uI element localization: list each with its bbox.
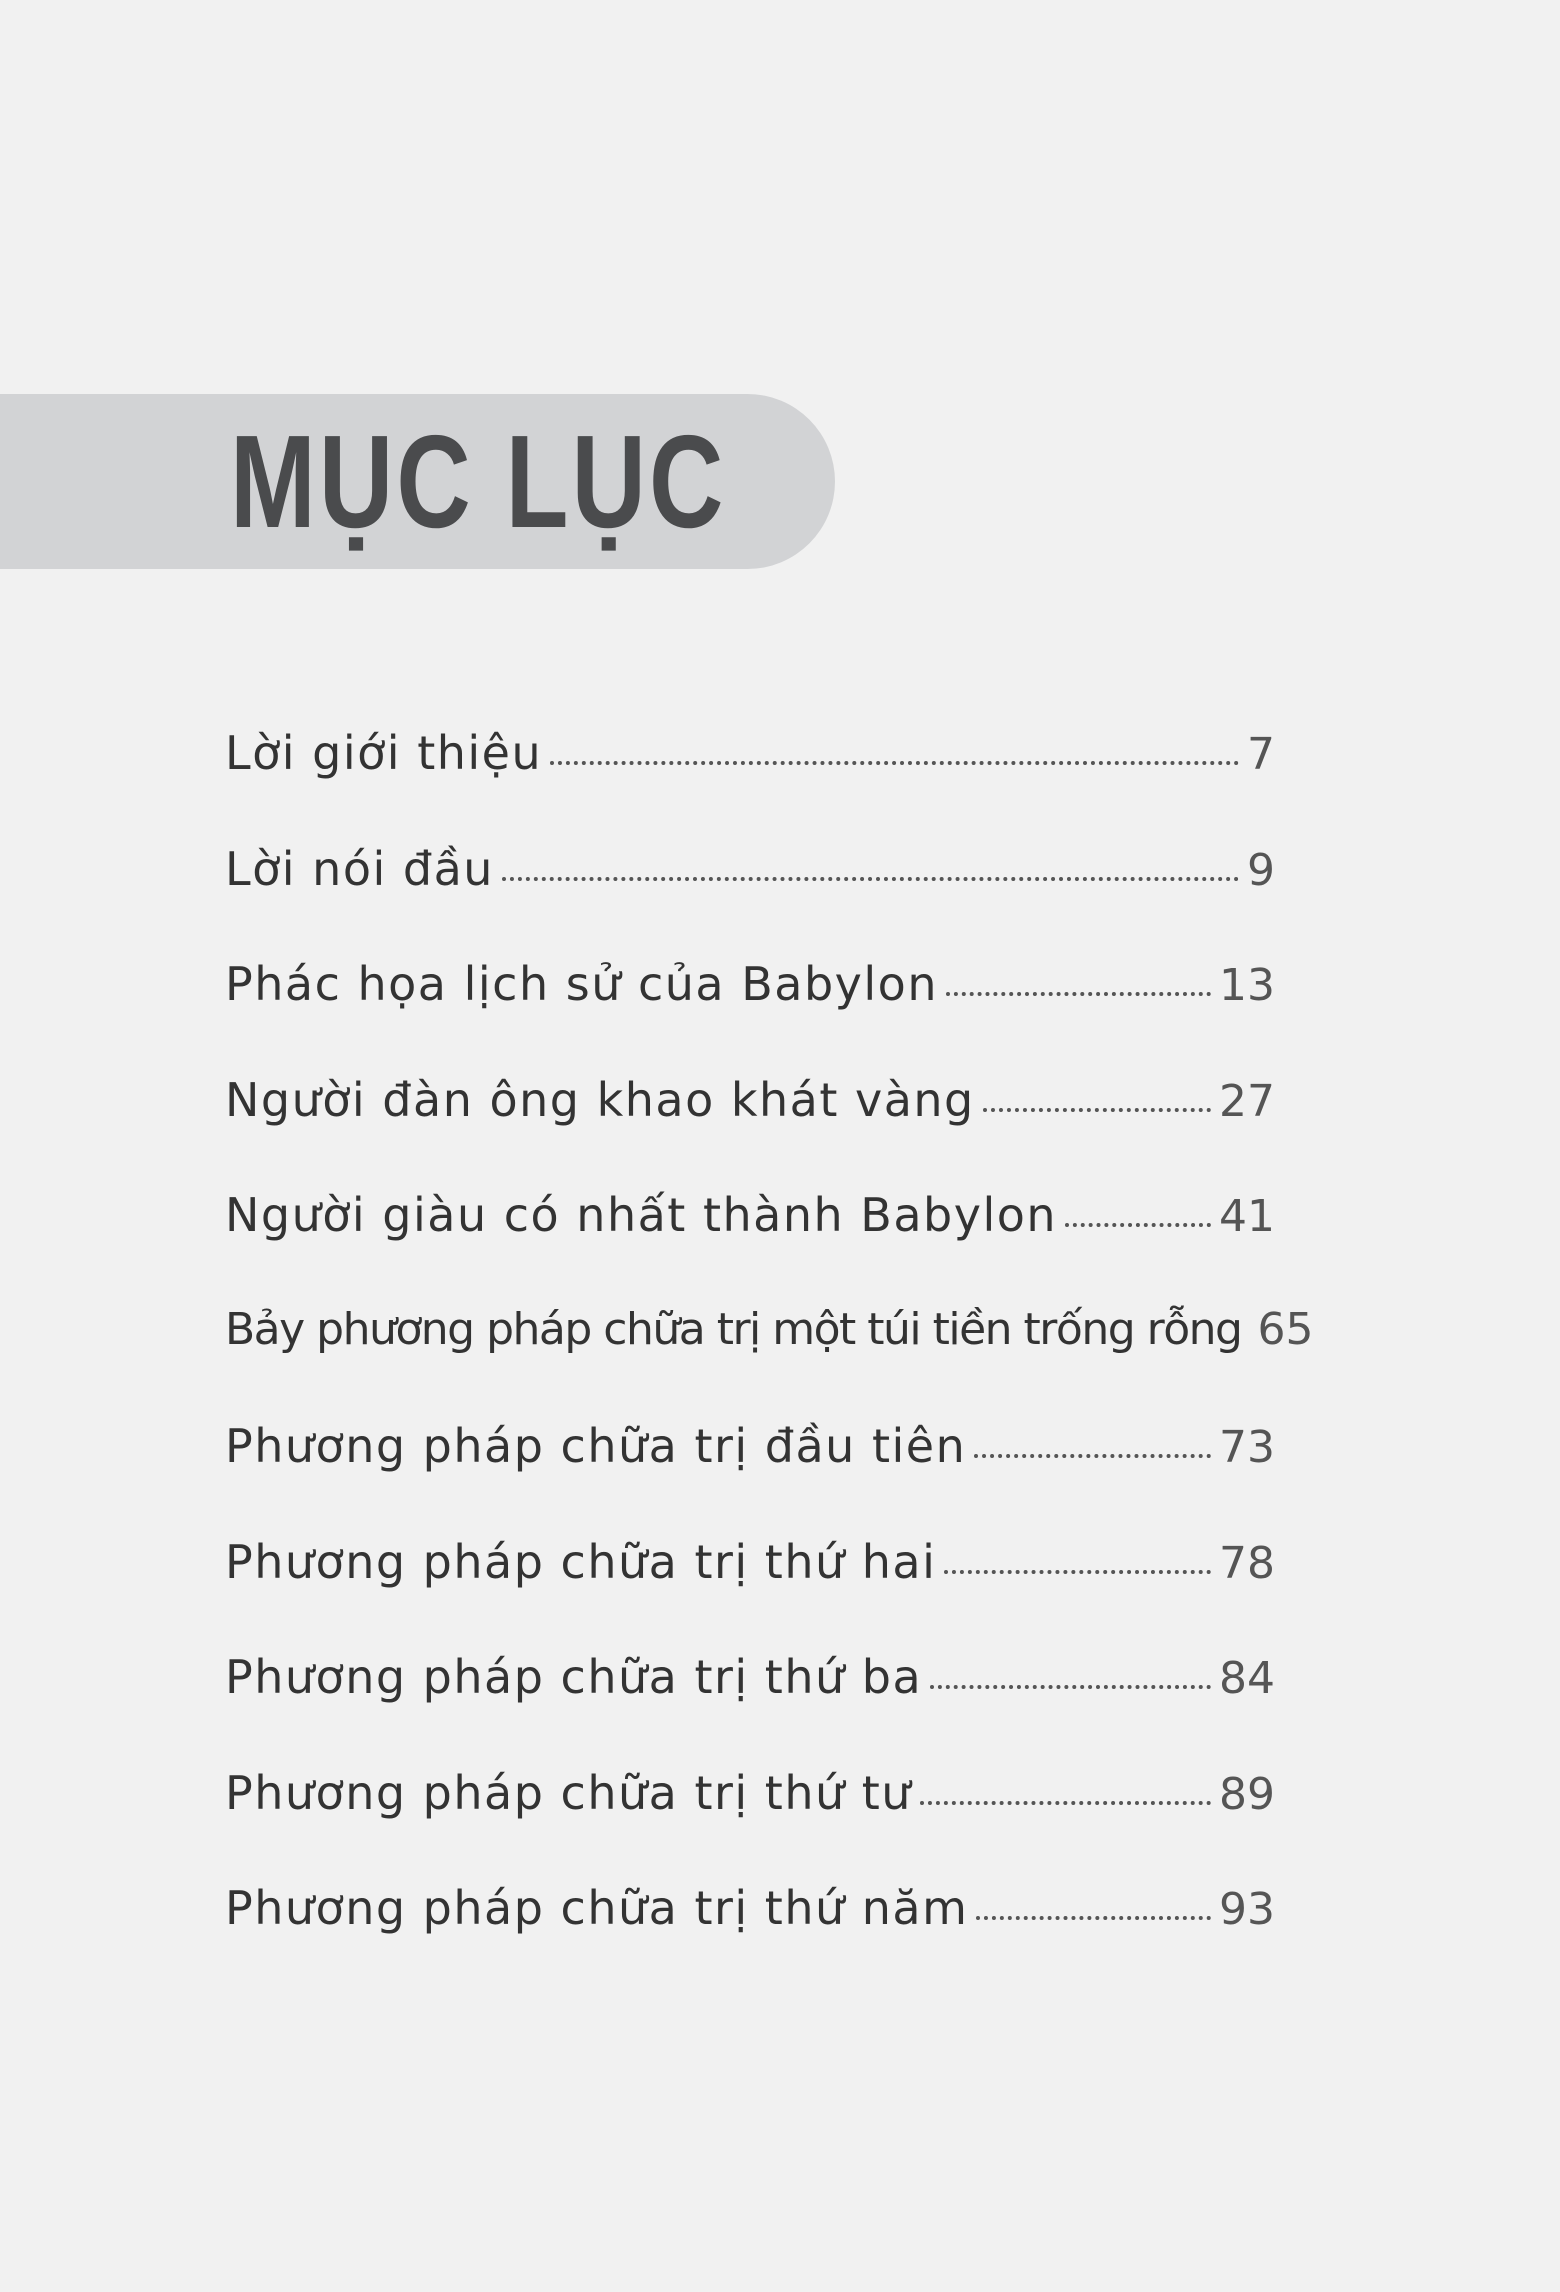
toc-entry-page: 73 xyxy=(1219,1422,1275,1473)
toc-entry[interactable] xyxy=(225,1303,1314,1420)
toc-entry[interactable] xyxy=(225,957,1275,1073)
toc-entry-page: 93 xyxy=(1219,1884,1275,1935)
toc-entry-label: Người giàu có nhất thành Babylon xyxy=(225,1188,1058,1242)
toc-entry-label: Phương pháp chữa trị thứ tư xyxy=(225,1765,912,1820)
toc-entry-label: Phương pháp chữa trị thứ hai xyxy=(225,1534,937,1589)
toc-entry-page: 84 xyxy=(1219,1653,1275,1704)
toc-dot-leader xyxy=(983,1108,1211,1112)
toc-entry-page: 65 xyxy=(1257,1303,1314,1355)
toc-dot-leader xyxy=(976,1916,1211,1920)
toc-entry-page: 41 xyxy=(1219,1191,1275,1242)
toc-dot-leader xyxy=(944,1570,1211,1574)
toc-entry-page: 9 xyxy=(1247,844,1275,896)
toc-entry[interactable] xyxy=(225,1419,1275,1535)
toc-entry-label: Phương pháp chữa trị đầu tiên xyxy=(225,1419,967,1473)
toc-entry-label: Lời nói đầu xyxy=(225,841,494,896)
toc-entry-label: Phác họa lịch sử của Babylon xyxy=(225,957,938,1011)
toc-entry-label: Bảy phương pháp chữa trị một túi tiền trống rỗng xyxy=(225,1303,1242,1355)
toc-entry-page: 13 xyxy=(1219,960,1275,1011)
toc-dot-leader xyxy=(550,761,1239,765)
toc-entry[interactable] xyxy=(225,1073,1275,1189)
toc-entry[interactable] xyxy=(225,1650,1275,1766)
toc-entry[interactable] xyxy=(225,842,1275,958)
toc-entry[interactable] xyxy=(225,726,1275,842)
toc-entry-page: 89 xyxy=(1219,1768,1275,1820)
toc-dot-leader xyxy=(946,992,1211,996)
page-title: MỤC LỤC xyxy=(230,408,727,555)
toc-entry[interactable] xyxy=(225,1188,1275,1304)
toc-entry[interactable] xyxy=(225,1766,1275,1882)
toc-entry-page: 78 xyxy=(1219,1537,1275,1589)
toc-dot-leader xyxy=(1065,1223,1211,1227)
toc-entry-label: Phương pháp chữa trị thứ năm xyxy=(225,1881,969,1935)
table-of-contents xyxy=(225,726,1314,1997)
toc-dot-leader xyxy=(920,1801,1211,1805)
toc-entry-page: 27 xyxy=(1219,1075,1275,1127)
toc-entry-page: 7 xyxy=(1247,729,1275,780)
toc-entry[interactable] xyxy=(225,1535,1275,1651)
toc-dot-leader xyxy=(502,877,1239,881)
toc-dot-leader xyxy=(974,1454,1211,1458)
toc-entry-label: Phương pháp chữa trị thứ ba xyxy=(225,1650,923,1704)
toc-entry-label: Người đàn ông khao khát vàng xyxy=(225,1072,975,1127)
toc-entry-label: Lời giới thiệu xyxy=(225,726,543,780)
toc-dot-leader xyxy=(930,1685,1211,1689)
toc-entry[interactable] xyxy=(225,1881,1275,1997)
